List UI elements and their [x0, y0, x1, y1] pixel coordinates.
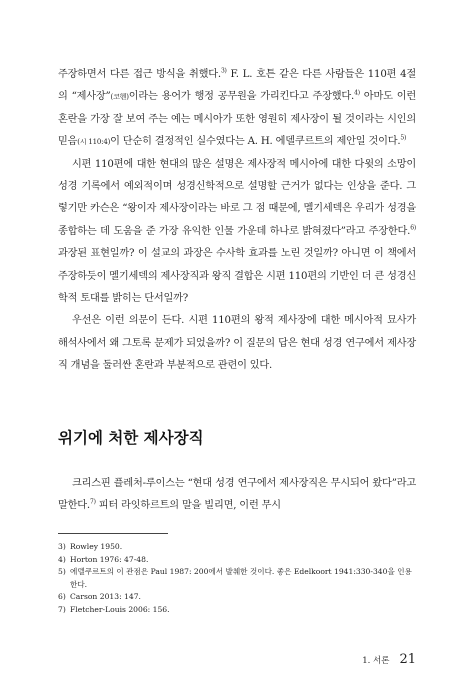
footnote-ref: 7)	[89, 499, 96, 507]
footnote-number: 3)	[58, 542, 66, 551]
text-span: 시편 110편에 대한 현대의 많은 설명은 제사장적 메시아에 대한 다윗의 소망이 성경 기록에서 예외적이며 성경신학적으로 설명할 근거가 없다는 인상을 준다. 그렇기만 카슨은 “왕이자 제사장이라는 바로 그 점 때문에, 멜기세덱은 우리가 성경을 종합하는 데 도움을 준 가장 유익한 인물 가운데 하나로 밝혀졌다”라고 주장한다.	[58, 158, 416, 237]
footnote-ref: 6)	[410, 224, 416, 232]
footnote-text: Carson 2013: 147.	[70, 592, 141, 601]
footnote-item	[58, 604, 416, 617]
footnote-ref: 5)	[400, 134, 407, 142]
footnote-number: 7)	[58, 604, 66, 614]
text-span: 아마도 이런 혼란을 가장 잘 보여 주는 예는 메시아가 또한 영원히 제사장이 될 것이라는 시인의 믿음	[58, 91, 416, 148]
footnote-ref: 4)	[354, 90, 360, 98]
footnote-text: Horton 1976: 47-48.	[70, 554, 149, 564]
text-span: 이 단순히 결정적인 실수였다는 A. H. 에델쿠르트의 제안일 것이다.	[110, 136, 401, 148]
paragraph-3	[58, 310, 416, 377]
text-span: 피터 라잇하르트의 말을 빌리면, 이런 무시	[95, 500, 281, 512]
text-span: F. L. 호튼 같은 다른 사람들은 110편 4절의 “제사장”	[58, 69, 416, 103]
scripture-citation: (시 110:4)	[77, 138, 111, 147]
section-heading: 위기에 처한 제사장직	[58, 429, 204, 447]
text-span: 주장하면서 다른 접근 방식을 취했다.	[58, 69, 221, 80]
paragraph-1	[58, 64, 416, 154]
footnote-number: 6)	[58, 592, 66, 601]
hebrew-gloss: (코헨)	[110, 93, 129, 102]
body-text-continued	[58, 473, 416, 518]
footnote-number: 4)	[58, 554, 66, 564]
body-text	[58, 64, 416, 378]
footnote-text: Rowley 1950.	[70, 542, 123, 551]
text-span: 크리스핀 플레처-루이스는 “현대 성경 연구에서 제사장직은 무시되어 왔다”라고 말한다.	[58, 478, 416, 512]
page-footer	[362, 652, 416, 667]
page-number: 21	[399, 652, 416, 667]
text-span: 과장된 표현일까? 이 설교의 과장은 수사학 효과를 노린 것일까? 아니면 이 책에서 주장하듯이 멜기세덱의 제사장직과 왕직 결합은 시편 110편의 기반인 더 큰 성경신학적 토대를 밝히는 단서일까?	[58, 248, 416, 305]
footnote-text: Fletcher-Louis 2006: 156.	[70, 604, 170, 614]
paragraph-4	[58, 473, 416, 518]
footnote-ref: 3)	[220, 67, 227, 75]
footnote-item	[58, 541, 416, 554]
chapter-label: 1. 서론	[362, 656, 390, 666]
text-span: 우선은 이런 의문이 든다. 시편 110편의 왕적 제사장에 대한 메시아적 묘사가 해석사에서 왜 그토록 문제가 되었을까? 이 질문의 답은 현대 성경 연구에서 제사장직 개념을 둘러싼 혼란과 부분적으로 관련이 있다.	[58, 315, 416, 372]
footnote-item	[58, 554, 416, 567]
footnote-number: 5)	[58, 567, 66, 576]
footnotes	[58, 541, 416, 616]
footnote-divider	[58, 533, 168, 534]
footnote-text: 에델쿠르트의 이 관점은 Paul 1987: 200에서 발췌한 것이다. 좋은 Edelkoort 1941:330-340을 인용한다.	[70, 567, 412, 589]
text-span: 이라는 용어가 행정 공무원을 가리킨다고 주장했다.	[128, 91, 355, 103]
paragraph-2	[58, 154, 416, 311]
footnote-item	[58, 566, 416, 591]
footnote-item	[58, 591, 416, 604]
